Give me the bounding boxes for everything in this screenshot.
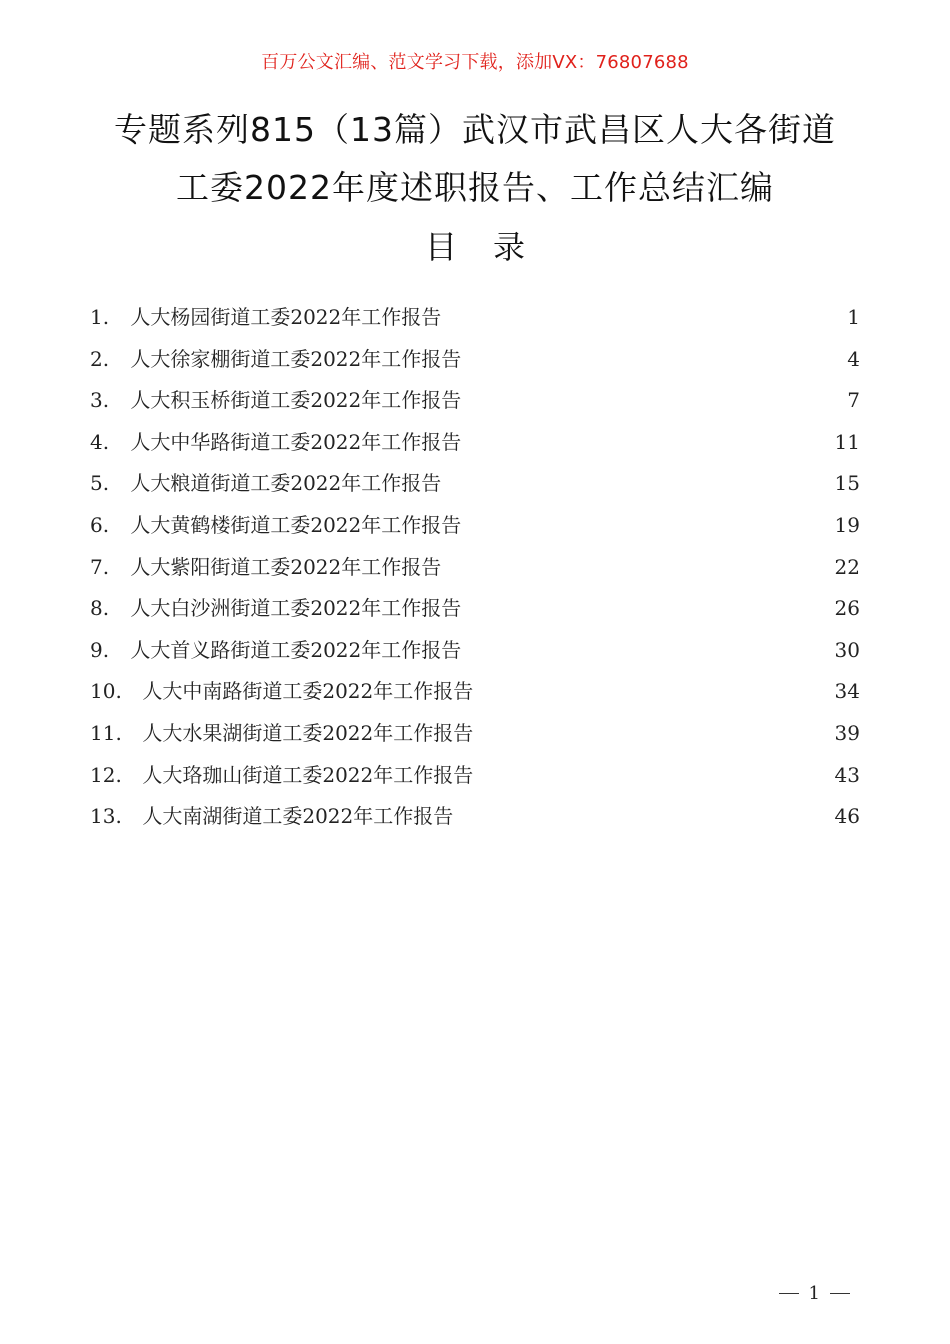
toc-entry[interactable] <box>90 380 860 422</box>
toc-entry-title: 人大南湖街道工委2022年工作报告 <box>142 804 454 829</box>
toc-entry-number: 9. <box>90 637 110 662</box>
toc-entry-number: 2. <box>90 346 110 371</box>
toc-entry-page: 11 <box>834 429 860 454</box>
footer-dash-right <box>830 1293 850 1294</box>
toc-entry-number: 11. <box>90 720 122 745</box>
toc-entry-page: 7 <box>847 388 860 413</box>
toc-entry[interactable] <box>90 671 860 713</box>
toc-entry-page: 19 <box>834 512 860 537</box>
toc-entry-page: 4 <box>847 346 860 371</box>
table-of-contents <box>90 297 860 838</box>
toc-entry-page: 1 <box>847 305 860 329</box>
toc-entry-number: 8. <box>90 596 110 621</box>
header-note: 百万公文汇编、范文学习下载，添加VX：76807688 <box>261 52 689 73</box>
toc-entry[interactable] <box>90 339 860 381</box>
toc-entry-page: 43 <box>834 762 860 787</box>
toc-entry-number: 6. <box>90 512 110 537</box>
document-title-line-2: 工委2022年度述职报告、工作总结汇编 <box>176 168 774 207</box>
toc-entry-title: 人大珞珈山街道工委2022年工作报告 <box>142 762 474 787</box>
toc-entry-number: 5. <box>90 471 110 496</box>
toc-entry[interactable] <box>90 630 860 672</box>
toc-entry[interactable] <box>90 547 860 589</box>
toc-entry-number: 1. <box>90 305 110 329</box>
toc-entry-number: 3. <box>90 388 110 413</box>
toc-entry-title: 人大白沙洲街道工委2022年工作报告 <box>130 596 462 621</box>
toc-entry[interactable] <box>90 463 860 505</box>
toc-entry-number: 10. <box>90 679 122 704</box>
toc-entry[interactable] <box>90 755 860 797</box>
toc-entry-title: 人大水果湖街道工委2022年工作报告 <box>142 720 474 745</box>
toc-entry-page: 34 <box>834 679 860 704</box>
toc-entry-title: 人大杨园街道工委2022年工作报告 <box>130 305 442 329</box>
footer-dash-left <box>779 1293 799 1294</box>
toc-entry[interactable] <box>90 505 860 547</box>
toc-entry-title: 人大徐家棚街道工委2022年工作报告 <box>130 346 462 371</box>
toc-heading: 目录 <box>424 228 561 266</box>
toc-entry-page: 30 <box>834 637 860 662</box>
toc-entry-title: 人大首义路街道工委2022年工作报告 <box>130 637 462 662</box>
toc-entry[interactable] <box>90 297 860 339</box>
toc-entry-number: 7. <box>90 554 110 579</box>
toc-entry[interactable] <box>90 422 860 464</box>
page-number: 1 <box>808 1283 820 1304</box>
toc-entry-title: 人大黄鹤楼街道工委2022年工作报告 <box>130 512 462 537</box>
toc-entry[interactable] <box>90 713 860 755</box>
document-title-line-1: 专题系列815（13篇）武汉市武昌区人大各街道 <box>114 110 836 149</box>
page-footer <box>779 1283 850 1304</box>
toc-entry-title: 人大紫阳街道工委2022年工作报告 <box>130 554 442 579</box>
toc-entry-number: 4. <box>90 429 110 454</box>
toc-entry-page: 22 <box>834 554 860 579</box>
toc-entry[interactable] <box>90 796 860 838</box>
toc-entry-page: 39 <box>834 720 860 745</box>
toc-entry[interactable] <box>90 588 860 630</box>
toc-entry-title: 人大积玉桥街道工委2022年工作报告 <box>130 388 462 413</box>
toc-entry-title: 人大中南路街道工委2022年工作报告 <box>142 679 474 704</box>
toc-entry-page: 26 <box>834 596 860 621</box>
toc-entry-title: 人大中华路街道工委2022年工作报告 <box>130 429 462 454</box>
toc-entry-number: 13. <box>90 804 122 829</box>
toc-entry-title: 人大粮道街道工委2022年工作报告 <box>130 471 442 496</box>
toc-entry-number: 12. <box>90 762 122 787</box>
toc-entry-page: 15 <box>834 471 860 496</box>
toc-entry-page: 46 <box>834 804 860 829</box>
